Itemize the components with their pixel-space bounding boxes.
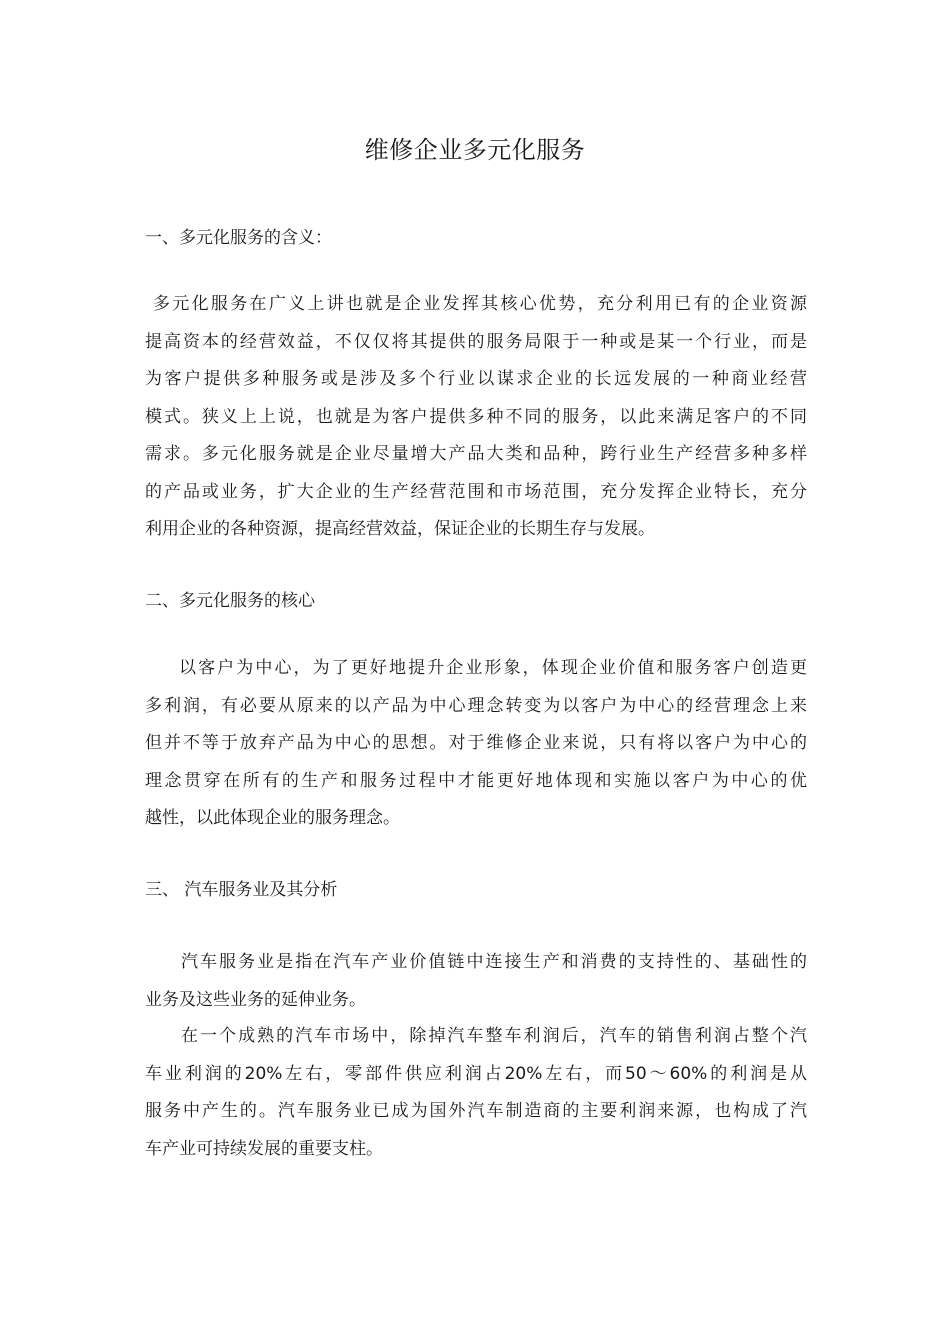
- section-1-paragraph: [145, 286, 807, 549]
- section-3-heading: 三、 汽车服务业及其分析: [145, 880, 338, 900]
- paragraph-line: 需求。多元化服务就是企业尽量增大产品大类和品种，跨行业生产经营多种多样: [145, 444, 807, 464]
- paragraph-line: 越性，以此体现企业的服务理念。: [145, 808, 400, 828]
- paragraph-line: 多元化服务在广义上讲也就是企业发挥其核心优势，充分利用已有的企业资源: [153, 294, 807, 314]
- paragraph-line: 以客户为中心，为了更好地提升企业形象，体现企业价值和服务客户创造更: [179, 658, 807, 678]
- paragraph-line: 服务中产生的。汽车服务业已成为国外汽车制造商的主要利润来源，也构成了汽: [145, 1101, 807, 1121]
- document-title: 维修企业多元化服务: [364, 136, 586, 164]
- paragraph-line: 理念贯穿在所有的生产和服务过程中才能更好地体现和实施以客户为中心的优: [145, 770, 807, 791]
- section-3-paragraph-1: [145, 944, 807, 1019]
- paragraph-line: 模式。狭义上上说，也就是为客户提供多种不同的服务，以此来满足客户的不同: [145, 406, 807, 427]
- paragraph-line: 业务及这些业务的延伸业务。: [145, 989, 366, 1010]
- paragraph-line: 为客户提供多种服务或是涉及多个行业以谋求企业的长远发展的一种商业经营: [145, 369, 807, 389]
- paragraph-line: 多利润，有必要从原来的以产品为中心理念转变为以客户为中心的经营理念上来: [145, 695, 807, 716]
- section-1-heading: 一、多元化服务的含义：: [145, 228, 332, 248]
- paragraph-line: 在一个成熟的汽车市场中，除掉汽车整车利润后，汽车的销售利润占整个汽: [181, 1026, 807, 1046]
- paragraph-line: 车产业可持续发展的重要支柱。: [145, 1138, 383, 1159]
- section-2-heading: 二、多元化服务的核心: [145, 591, 315, 611]
- paragraph-line: 提高资本的经营效益，不仅仅将其提供的服务局限于一种或是某一个行业，而是: [145, 331, 807, 352]
- section-2-paragraph: [145, 650, 807, 838]
- paragraph-line: 但并不等于放弃产品为中心的思想。对于维修企业来说，只有将以客户为中心的: [145, 733, 807, 753]
- section-3-paragraph-2: [145, 1018, 807, 1168]
- paragraph-line: 的产品或业务，扩大企业的生产经营范围和市场范围，充分发挥企业特长，充分: [145, 481, 807, 502]
- paragraph-line: 利用企业的各种资源，提高经营效益，保证企业的长期生存与发展。: [145, 519, 655, 539]
- paragraph-line: 车业利润的20%左右，零部件供应利润占20%左右，而50～60%的利润是从: [145, 1063, 807, 1084]
- paragraph-line: 汽车服务业是指在汽车产业价值链中连接生产和消费的支持性的、基础性的: [181, 952, 807, 972]
